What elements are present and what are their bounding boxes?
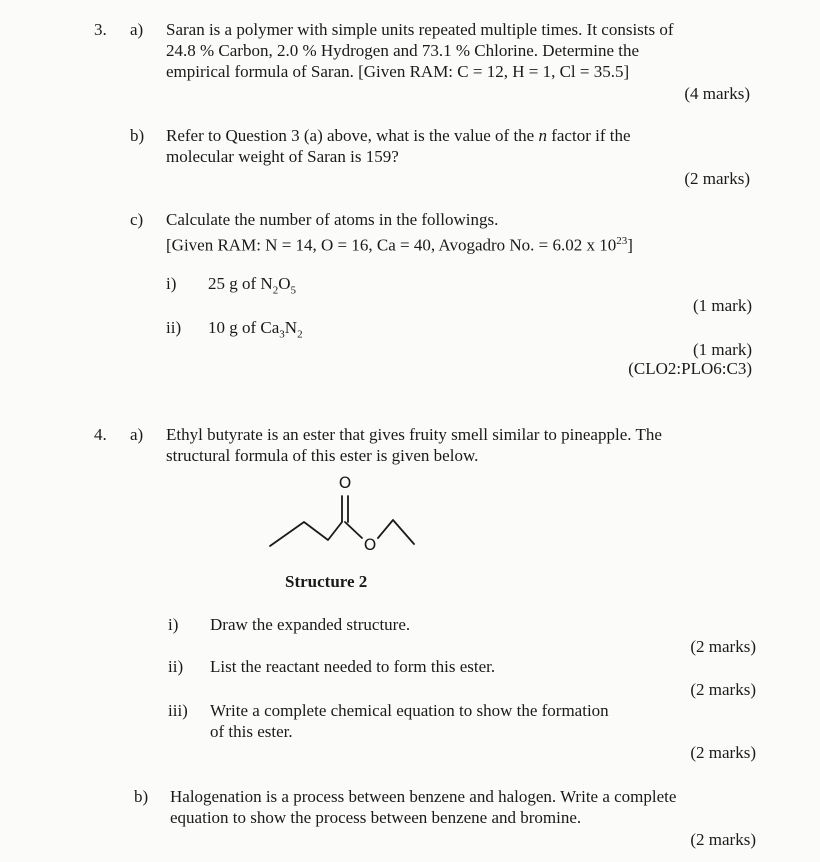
q3c-label: c) [130, 210, 144, 229]
oxygen-atom-carbonyl: O [338, 473, 352, 492]
q4a-iii-label: iii) [168, 701, 188, 720]
q3c-i-label: i) [166, 274, 177, 293]
q3-number: 3. [94, 20, 107, 39]
q3b-label: b) [130, 126, 145, 145]
q3a-line2: 24.8 % Carbon, 2.0 % Hydrogen and 73.1 % Chlorine. Determine the [166, 41, 640, 60]
q4-number: 4. [94, 425, 107, 444]
oxygen-atom-ester: O [363, 535, 377, 554]
q4a-ii-text: List the reactant needed to form this ester. [210, 657, 496, 676]
q3c-clo: (CLO2:PLO6:C3) [628, 359, 752, 378]
q4a-label: a) [130, 425, 144, 444]
q4a-i-label: i) [168, 615, 179, 634]
q3c-i-text-pre: 25 g of N [208, 274, 273, 293]
q4a-line1: Ethyl butyrate is an ester that gives fruity smell similar to pineapple. The [166, 425, 662, 444]
q3b-line1 [166, 126, 631, 146]
q3c-i-sub2: 5 [290, 284, 296, 297]
q4b-line2: equation to show the process between benzene and bromine. [170, 808, 582, 827]
q3c-line2-pre: [Given RAM: N = 14, O = 16, Ca = 40, Avogadro No. = 6.02 x 10 [166, 235, 617, 255]
q3c-i-mid: O [278, 274, 291, 293]
q3a-line3: empirical formula of Saran. [Given RAM: C = 12, H = 1, Cl = 35.5] [166, 62, 630, 81]
q4a-iii-marks: (2 marks) [690, 743, 756, 762]
q3b-line1-post: factor if the [546, 126, 631, 145]
q4a-iii-line2: of this ester. [210, 722, 293, 741]
ethyl-chain-bonds [378, 520, 414, 544]
q4a-line2: structural formula of this ester is given below. [166, 446, 479, 465]
q3b-line2: molecular weight of Saran is 159? [166, 147, 399, 166]
q3b-marks: (2 marks) [684, 169, 750, 188]
q3c-ii-sub2: 2 [297, 328, 303, 341]
structure-caption: Structure 2 [285, 572, 368, 591]
q4b-marks: (2 marks) [690, 830, 756, 849]
q3c-i-sub1: 2 [272, 284, 279, 297]
q3c-ii-text-pre: 10 g of Ca [208, 318, 280, 337]
q3c-ii-label: ii) [166, 318, 182, 337]
q3c-i-text [208, 274, 296, 300]
q4a-iii-line1: Write a complete chemical equation to show the formation [210, 701, 609, 720]
q3a-label: a) [130, 20, 144, 39]
q3c-i-marks: (1 mark) [692, 296, 752, 315]
q3c-line2-post: ] [627, 235, 633, 255]
ethyl-butyrate-structure [262, 470, 432, 560]
q4a-i-text: Draw the expanded structure. [210, 615, 411, 634]
q3c-ii-mid: N [284, 318, 298, 337]
q3c-ii-text [208, 318, 303, 344]
q3c-line2-exponent: 23 [616, 235, 628, 247]
butyl-chain-bonds [270, 522, 342, 546]
q3c-ii-sub1: 3 [279, 328, 285, 341]
q3b-line1-pre: Refer to Question 3 (a) above, what is the value of the [166, 126, 539, 145]
q3a-marks: (4 marks) [684, 84, 750, 103]
q3b-n-factor: n [538, 126, 547, 145]
q4a-i-marks: (2 marks) [690, 637, 756, 656]
q4b-line1: Halogenation is a process between benzene and halogen. Write a complete [170, 787, 677, 806]
q3c-ii-marks: (1 mark) [692, 340, 752, 359]
q4a-ii-marks: (2 marks) [690, 680, 756, 699]
q3a-line1: Saran is a polymer with simple units repeated multiple times. It consists of [166, 20, 674, 39]
ester-bond [345, 522, 362, 538]
q3c-line2 [166, 231, 633, 256]
q4b-label: b) [134, 787, 149, 806]
q3c-line1: Calculate the number of atoms in the followings. [166, 210, 499, 229]
q4a-ii-label: ii) [168, 657, 184, 676]
